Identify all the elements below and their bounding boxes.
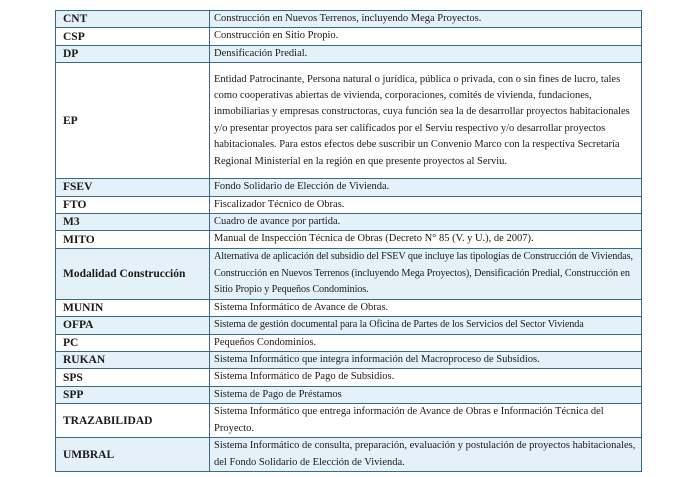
table-row	[56, 248, 642, 299]
table-row	[56, 438, 642, 472]
table-row	[56, 317, 642, 334]
definition-cell: Sistema Informático de Pago de Subsidios.	[210, 369, 642, 386]
table-row	[56, 214, 642, 231]
term-cell: OFPA	[56, 317, 210, 334]
term-cell: FSEV	[56, 179, 210, 196]
term-cell: EP	[56, 63, 210, 179]
definition-cell: Sistema de Pago de Préstamos	[210, 386, 642, 403]
term-cell: Modalidad Construcción	[56, 248, 210, 299]
term-cell: M3	[56, 214, 210, 231]
term-cell: PC	[56, 334, 210, 351]
definition-cell: Sistema Informático que integra información del Macroproceso de Subsidios.	[210, 352, 642, 369]
term-cell: CNT	[56, 11, 210, 28]
definition-cell: Densificación Predial.	[210, 45, 642, 62]
definition-cell: Sistema Informático de consulta, preparación, evaluación y postulación de proyectos habitacionales, del Fondo Solidario de Elección de Vivienda.	[210, 438, 642, 472]
definition-cell: Fondo Solidario de Elección de Vivienda.	[210, 179, 642, 196]
term-cell: TRAZABILIDAD	[56, 404, 210, 438]
definition-cell: Sistema Informático de Avance de Obras.	[210, 299, 642, 316]
table-row	[56, 28, 642, 45]
table-row	[56, 334, 642, 351]
glossary-table	[55, 10, 642, 472]
table-row	[56, 63, 642, 179]
definition-cell: Construcción en Nuevos Terrenos, incluyendo Mega Proyectos.	[210, 11, 642, 28]
table-row	[56, 386, 642, 403]
table-row	[56, 369, 642, 386]
term-cell: SPP	[56, 386, 210, 403]
term-cell: FTO	[56, 196, 210, 213]
table-row	[56, 11, 642, 28]
table-row	[56, 299, 642, 316]
table-row	[56, 404, 642, 438]
definition-cell: Sistema Informático que entrega información de Avance de Obras e Información Técnica del Proyecto.	[210, 404, 642, 438]
definition-cell: Cuadro de avance por partida.	[210, 214, 642, 231]
definition-cell: Fiscalizador Técnico de Obras.	[210, 196, 642, 213]
table-row	[56, 352, 642, 369]
term-cell: SPS	[56, 369, 210, 386]
table-row	[56, 231, 642, 248]
definition-cell: Pequeños Condominios.	[210, 334, 642, 351]
term-cell: MUNIN	[56, 299, 210, 316]
table-row	[56, 196, 642, 213]
table-row	[56, 45, 642, 62]
table-row	[56, 179, 642, 196]
term-cell: DP	[56, 45, 210, 62]
term-cell: CSP	[56, 28, 210, 45]
definition-cell: Construcción en Sitio Propio.	[210, 28, 642, 45]
term-cell: RUKAN	[56, 352, 210, 369]
definition-cell: Entidad Patrocinante, Persona natural o jurídica, pública o privada, con o sin fines de lucro, tales como cooperativas abiertas de vivienda, corporaciones, comités de vivienda, fundaciones, inmobiliarias y empresas constructoras, cuya función sea la de desarrollar proyectos habitacionales y/o presentar proyectos para ser calificados por el Serviu respectivo y/o desarrollar proyectos habitacionales. Para estos efectos debe suscribir un Convenio Marco con la respectiva Secretaría Regional Ministerial en la región en que presente proyectos al Serviu.	[210, 63, 642, 179]
definition-cell: Sistema de gestión documental para la Oficina de Partes de los Servicios del Sector Vivienda	[210, 317, 642, 334]
term-cell: UMBRAL	[56, 438, 210, 472]
definition-cell: Manual de Inspección Técnica de Obras (Decreto N° 85 (V. y U.), de 2007).	[210, 231, 642, 248]
definition-cell: Alternativa de aplicación del subsidio del FSEV que incluye las tipologías de Construcción de Viviendas, Construcción en Nuevos Terrenos (incluyendo Mega Proyectos), Densificación Predial, Construcción en Sitio Propio y Pequeños Condominios.	[210, 248, 642, 299]
term-cell: MITO	[56, 231, 210, 248]
